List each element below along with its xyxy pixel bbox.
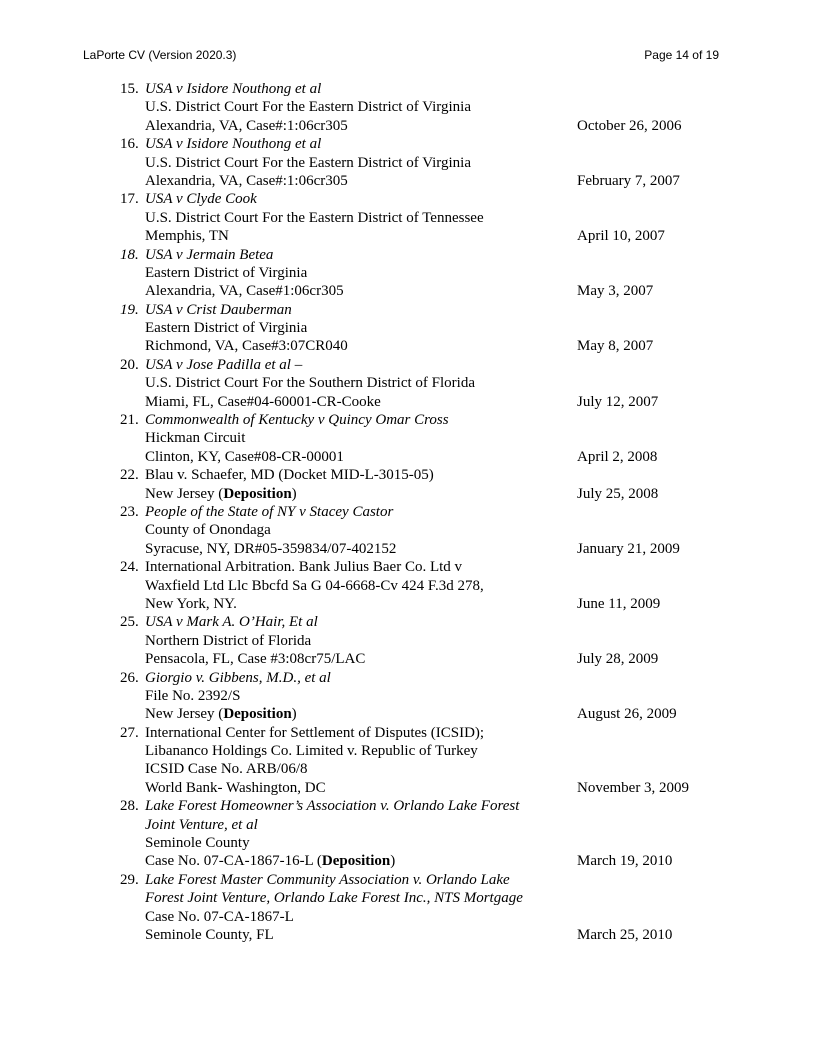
case-number: 25. [120,614,139,631]
case-text [145,724,484,742]
deposition-label: Deposition [223,485,292,502]
case-line [0,190,816,208]
case-text-segment: Libananco Holdings Co. Limited v. Republic of Turkey [145,743,478,760]
case-line [0,834,816,852]
case-line [0,871,816,889]
case-number: 18. [120,246,139,263]
case-line [0,558,816,576]
case-text-segment: Richmond, VA, Case#3:07CR040 [145,338,348,355]
case-line [0,135,816,153]
case-line [0,650,816,668]
case-text-segment: International Center for Settlement of Disputes (ICSID); [145,724,485,741]
case-text-segment: New Jersey ( [145,485,224,502]
case-text [145,852,395,870]
case-text-segment: New York, NY. [145,595,237,612]
header-title: LaPorte CV (Version 2020.3) [83,48,237,62]
case-text-segment: U.S. District Court For the Eastern District of Tennessee [145,209,484,226]
case-date: July 12, 2007 [577,393,659,410]
case-text-segment: ) [291,485,297,502]
case-line [0,613,816,631]
case-date: August 26, 2009 [577,706,677,723]
case-text-segment: ) [390,853,396,870]
case-date: November 3, 2009 [577,779,690,796]
case-line [0,797,816,815]
case-number: 19. [120,301,139,318]
case-date: January 21, 2009 [577,540,680,557]
case-line [0,98,816,116]
case-text-segment: USA v Jose Padilla et al – [145,356,303,373]
case-text [145,908,294,926]
case-line [0,282,816,300]
case-line [0,356,816,374]
case-text [145,374,475,392]
case-text-segment: Memphis, TN [145,228,229,245]
case-text-segment: Case No. 07-CA-1867-L [145,908,294,925]
case-line [0,926,816,944]
case-number: 27. [120,724,139,741]
case-text-segment: Case No. 07-CA-1867-16-L ( [145,853,322,870]
case-line [0,264,816,282]
case-line [0,503,816,521]
case-entry [0,724,816,798]
case-text-segment: World Bank- Washington, DC [145,779,326,796]
case-text-segment: Joint Venture, et al [145,816,258,833]
deposition-label: Deposition [321,853,391,870]
case-text [145,926,274,944]
case-text-segment: Syracuse, NY, DR#05-359834/07-402152 [145,540,397,557]
case-text-segment: Clinton, KY, Case#08-CR-00001 [145,448,344,465]
case-entry [0,871,816,945]
case-number: 21. [120,412,139,429]
page-number: Page 14 of 19 [644,48,719,62]
case-line [0,687,816,705]
case-entry [0,301,816,356]
case-text-segment: International Arbitration. Bank Julius Baer Co. Ltd v [145,559,463,576]
case-text [145,246,273,264]
case-text [145,172,348,190]
case-line [0,705,816,723]
case-date: July 28, 2009 [577,651,659,668]
case-text-segment: Blau v. Schaefer, MD (Docket MID-L-3015-05) [145,467,434,484]
case-text [145,834,250,852]
case-number: 24. [120,559,139,576]
case-line [0,80,816,98]
case-line [0,411,816,429]
case-text-segment: Lake Forest Homeowner’s Association v. Orlando Lake Forest [145,798,520,815]
case-text-segment: New Jersey ( [145,706,224,723]
case-line [0,246,816,264]
case-line [0,540,816,558]
case-text [145,650,365,668]
case-text-segment: Alexandria, VA, Case#:1:06cr305 [145,172,348,189]
case-line [0,485,816,503]
case-entry [0,135,816,190]
case-text-segment: People of the State of NY v Stacey Castor [145,503,394,520]
case-text [145,485,297,503]
case-text [145,595,237,613]
case-line [0,448,816,466]
case-number: 22. [120,467,139,484]
case-text-segment: U.S. District Court For the Eastern District of Virginia [145,154,472,171]
case-line [0,889,816,907]
case-line [0,466,816,484]
case-line [0,374,816,392]
case-date: February 7, 2007 [577,172,680,189]
case-line [0,172,816,190]
case-text [145,337,348,355]
case-text [145,558,462,576]
case-line [0,337,816,355]
case-text-segment: USA v Clyde Cook [145,191,257,208]
case-text [145,871,510,889]
case-text-segment: USA v Mark A. O’Hair, Et al [145,614,318,631]
case-text-segment: Waxfield Ltd Llc Bbcfd Sa G 04-6668-Cv 424 F.3d 278, [145,577,484,594]
case-text [145,264,307,282]
case-text [145,135,321,153]
case-line [0,852,816,870]
case-text-segment: Lake Forest Master Community Association v. Orlando Lake [145,871,510,888]
case-text-segment: Eastern District of Virginia [145,320,308,337]
case-text [145,154,471,172]
case-line [0,301,816,319]
case-date: April 2, 2008 [577,448,658,465]
case-line [0,908,816,926]
case-date: March 25, 2010 [577,926,673,943]
case-entry [0,797,816,871]
case-line [0,779,816,797]
case-line [0,429,816,447]
case-date: July 25, 2008 [577,485,659,502]
case-text-segment: Giorgio v. Gibbens, M.D., et al [145,669,331,686]
case-date: May 3, 2007 [577,283,654,300]
case-date: April 10, 2007 [577,228,665,245]
case-text-segment: Commonwealth of Kentucky v Quincy Omar Cross [145,412,449,429]
case-text-segment: Seminole County, FL [145,926,274,943]
case-entry [0,190,816,245]
case-number: 15. [120,81,139,97]
case-text [145,301,292,319]
case-line [0,117,816,135]
case-text [145,80,321,98]
case-line [0,669,816,687]
case-number: 26. [120,669,139,686]
case-line [0,209,816,227]
case-line [0,154,816,172]
case-text [145,540,396,558]
case-date: March 19, 2010 [577,853,673,870]
case-text [145,117,348,135]
case-line [0,577,816,595]
case-text-segment: Alexandria, VA, Case#:1:06cr305 [145,117,348,134]
case-text [145,632,311,650]
case-text [145,577,484,595]
case-text-segment: Pensacola, FL, Case #3:08cr75/LAC [145,651,366,668]
case-date: May 8, 2007 [577,338,654,355]
case-number: 29. [120,871,139,888]
case-text-segment: File No. 2392/S [145,687,241,704]
case-text-segment: USA v Isidore Nouthong et al [145,136,322,153]
testimony-case-list [0,80,816,944]
case-number: 17. [120,191,139,208]
case-text [145,190,257,208]
case-entry [0,80,816,135]
deposition-label: Deposition [223,706,292,723]
case-text-segment: ICSID Case No. ARB/06/8 [145,761,308,778]
case-number: 16. [120,136,139,153]
case-text [145,687,240,705]
case-text [145,429,245,447]
case-line [0,227,816,245]
case-text [145,282,344,300]
case-entry [0,613,816,668]
case-date: June 11, 2009 [577,595,661,612]
case-entry [0,669,816,724]
case-text [145,411,449,429]
case-text [145,503,393,521]
case-text-segment: Hickman Circuit [145,430,246,447]
case-text-segment: ) [291,706,297,723]
case-entry [0,356,816,411]
case-text-segment: Northern District of Florida [145,632,312,649]
case-line [0,393,816,411]
case-line [0,632,816,650]
case-text [145,209,484,227]
case-text [145,797,519,815]
case-text-segment: U.S. District Court For the Eastern District of Virginia [145,99,472,116]
case-text [145,448,344,466]
case-entry [0,558,816,613]
case-number: 20. [120,356,139,373]
case-text [145,816,258,834]
case-number: 23. [120,503,139,520]
case-line [0,521,816,539]
case-line [0,595,816,613]
case-text-segment: Alexandria, VA, Case#1:06cr305 [145,283,344,300]
case-line [0,742,816,760]
case-text [145,521,271,539]
case-line [0,816,816,834]
case-text [145,356,302,374]
case-line [0,724,816,742]
case-text [145,227,229,245]
case-number: 28. [120,798,139,815]
case-text-segment: USA v Jermain Betea [145,246,274,263]
case-text-segment: County of Onondaga [145,522,271,539]
case-text [145,779,326,797]
case-entry [0,246,816,301]
case-text-segment: USA v Isidore Nouthong et al [145,81,322,97]
case-text [145,466,434,484]
case-text-segment: Eastern District of Virginia [145,264,308,281]
case-text-segment: Miami, FL, Case#04-60001-CR-Cooke [145,393,381,410]
case-text [145,393,381,411]
case-date: October 26, 2006 [577,117,682,134]
case-text [145,319,307,337]
case-entry [0,466,816,503]
case-text [145,613,318,631]
case-text [145,742,478,760]
case-text [145,760,308,778]
case-text [145,705,297,723]
case-entry [0,411,816,466]
case-text-segment: U.S. District Court For the Southern District of Florida [145,375,475,392]
case-text-segment: Forest Joint Venture, Orlando Lake Forest Inc., NTS Mortgage [145,890,523,907]
case-text [145,889,523,907]
case-entry [0,503,816,558]
case-text-segment: Seminole County [145,835,250,852]
case-text [145,669,331,687]
case-line [0,760,816,778]
case-text-segment: USA v Crist Dauberman [145,301,292,318]
case-text [145,98,471,116]
case-line [0,319,816,337]
